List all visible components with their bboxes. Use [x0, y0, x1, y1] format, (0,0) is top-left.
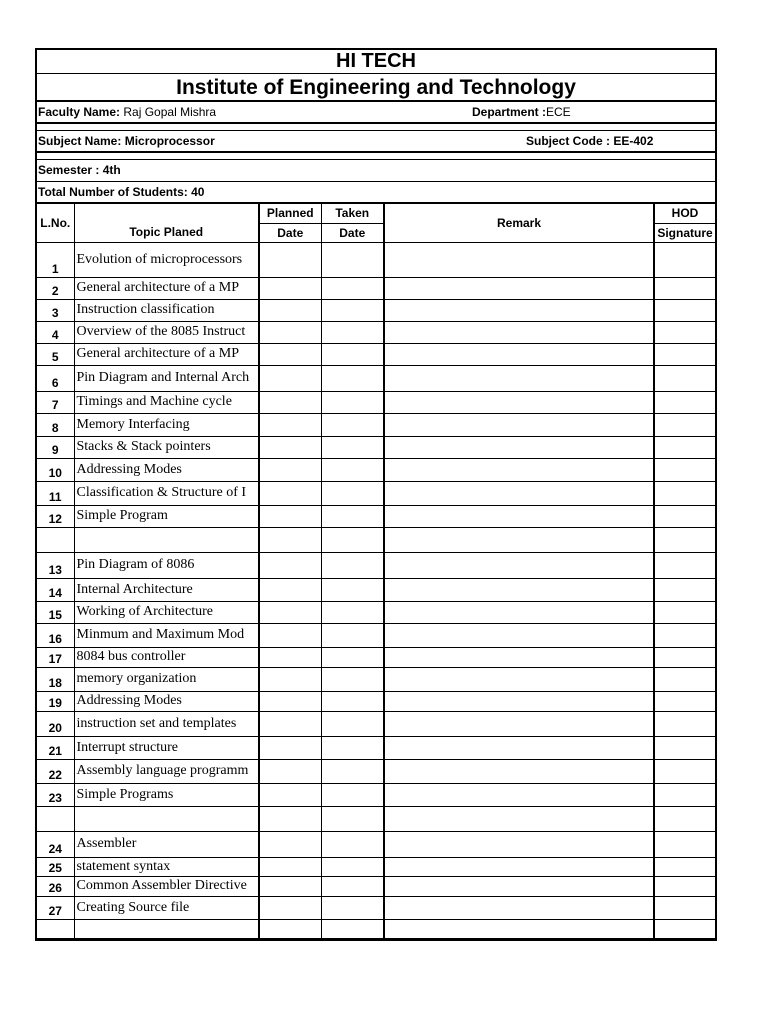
- row-lno: [37, 806, 74, 831]
- row-lno: 4: [37, 321, 74, 343]
- row-hod-signature[interactable]: [654, 601, 715, 623]
- row-lno: 25: [37, 857, 74, 876]
- table-row: [37, 857, 715, 876]
- row-topic: Evolution of microprocessors: [74, 242, 259, 277]
- row-taken-date[interactable]: [321, 343, 384, 365]
- col-taken-date-header: Date: [321, 223, 384, 242]
- row-lno: 22: [37, 759, 74, 783]
- row-remark[interactable]: [384, 857, 654, 876]
- table-row: [37, 919, 715, 938]
- row-planned-date[interactable]: [259, 857, 321, 876]
- row-planned-date[interactable]: [259, 505, 321, 527]
- row-taken-date[interactable]: [321, 876, 384, 896]
- row-topic: Minmum and Maximum Mod: [74, 623, 259, 647]
- row-lno: 19: [37, 691, 74, 711]
- row-remark[interactable]: [384, 413, 654, 436]
- row-hod-signature[interactable]: [654, 667, 715, 691]
- row-remark[interactable]: [384, 806, 654, 831]
- row-taken-date[interactable]: [321, 481, 384, 505]
- org-title: HI TECH: [37, 50, 715, 74]
- row-taken-date[interactable]: [321, 242, 384, 277]
- row-lno: 16: [37, 623, 74, 647]
- row-remark[interactable]: [384, 601, 654, 623]
- row-taken-date[interactable]: [321, 896, 384, 919]
- row-remark[interactable]: [384, 783, 654, 806]
- row-lno: 2: [37, 277, 74, 299]
- table-row: [37, 343, 715, 365]
- row-topic: Stacks & Stack pointers: [74, 436, 259, 458]
- table-row: [37, 736, 715, 759]
- row-planned-date[interactable]: [259, 242, 321, 277]
- row-taken-date[interactable]: [321, 783, 384, 806]
- row-taken-date[interactable]: [321, 505, 384, 527]
- row-planned-date[interactable]: [259, 711, 321, 736]
- row-topic: Timings and Machine cycle: [74, 391, 259, 413]
- table-row: [37, 806, 715, 831]
- row-hod-signature[interactable]: [654, 831, 715, 857]
- row-planned-date[interactable]: [259, 896, 321, 919]
- table-row: [37, 783, 715, 806]
- row-topic: General architecture of a MP: [74, 277, 259, 299]
- table-row: [37, 623, 715, 647]
- row-taken-date[interactable]: [321, 806, 384, 831]
- row-hod-signature[interactable]: [654, 857, 715, 876]
- table-row: [37, 391, 715, 413]
- table-row: [37, 481, 715, 505]
- table-row: [37, 321, 715, 343]
- row-topic: Addressing Modes: [74, 691, 259, 711]
- row-planned-date[interactable]: [259, 391, 321, 413]
- col-topic-header: Topic Planed: [74, 204, 259, 242]
- row-planned-date[interactable]: [259, 919, 321, 938]
- row-remark[interactable]: [384, 623, 654, 647]
- row-planned-date[interactable]: [259, 876, 321, 896]
- row-remark[interactable]: [384, 299, 654, 321]
- row-taken-date[interactable]: [321, 413, 384, 436]
- students-row: [37, 182, 715, 204]
- row-hod-signature[interactable]: [654, 365, 715, 391]
- row-lno: [37, 919, 74, 938]
- row-remark[interactable]: [384, 365, 654, 391]
- row-topic: Instruction classification: [74, 299, 259, 321]
- row-remark[interactable]: [384, 831, 654, 857]
- row-remark[interactable]: [384, 436, 654, 458]
- table-row: [37, 299, 715, 321]
- row-remark[interactable]: [384, 527, 654, 552]
- table-row: [37, 667, 715, 691]
- table-header-row: [37, 204, 715, 223]
- row-planned-date[interactable]: [259, 277, 321, 299]
- table-row: [37, 527, 715, 552]
- row-lno: 23: [37, 783, 74, 806]
- spacer-row: [37, 124, 715, 131]
- col-planned-header: Planned: [259, 204, 321, 223]
- semester-label: Semester :: [38, 163, 100, 177]
- faculty-row: [37, 102, 715, 124]
- row-taken-date[interactable]: [321, 601, 384, 623]
- subject-label: Subject Name:: [38, 134, 122, 148]
- table-row: [37, 691, 715, 711]
- row-hod-signature[interactable]: [654, 277, 715, 299]
- row-remark[interactable]: [384, 711, 654, 736]
- row-planned-date[interactable]: [259, 759, 321, 783]
- row-planned-date[interactable]: [259, 413, 321, 436]
- row-topic: Internal Architecture: [74, 578, 259, 601]
- row-remark[interactable]: [384, 667, 654, 691]
- row-taken-date[interactable]: [321, 919, 384, 938]
- row-lno: 11: [37, 481, 74, 505]
- row-taken-date[interactable]: [321, 578, 384, 601]
- row-remark[interactable]: [384, 343, 654, 365]
- table-row: [37, 552, 715, 578]
- row-topic: Simple Programs: [74, 783, 259, 806]
- row-hod-signature[interactable]: [654, 711, 715, 736]
- row-taken-date[interactable]: [321, 299, 384, 321]
- row-lno: 5: [37, 343, 74, 365]
- row-topic: Interrupt structure: [74, 736, 259, 759]
- row-planned-date[interactable]: [259, 527, 321, 552]
- table-row: [37, 578, 715, 601]
- row-taken-date[interactable]: [321, 667, 384, 691]
- row-planned-date[interactable]: [259, 321, 321, 343]
- row-topic: Pin Diagram and Internal Arch: [74, 365, 259, 391]
- row-remark[interactable]: [384, 481, 654, 505]
- subject-code-value: EE-402: [613, 134, 654, 148]
- row-topic: Common Assembler Directive: [74, 876, 259, 896]
- row-lno: 21: [37, 736, 74, 759]
- row-taken-date[interactable]: [321, 691, 384, 711]
- row-topic: Assembly language programm: [74, 759, 259, 783]
- row-taken-date[interactable]: [321, 552, 384, 578]
- col-taken-header: Taken: [321, 204, 384, 223]
- row-planned-date[interactable]: [259, 736, 321, 759]
- row-remark[interactable]: [384, 876, 654, 896]
- row-hod-signature[interactable]: [654, 691, 715, 711]
- row-hod-signature[interactable]: [654, 806, 715, 831]
- row-hod-signature[interactable]: [654, 736, 715, 759]
- row-taken-date[interactable]: [321, 623, 384, 647]
- subject-value: Microprocessor: [124, 134, 215, 148]
- row-topic: [74, 806, 259, 831]
- row-planned-date[interactable]: [259, 691, 321, 711]
- table-row: [37, 436, 715, 458]
- row-remark[interactable]: [384, 647, 654, 667]
- row-lno: 7: [37, 391, 74, 413]
- row-topic: memory organization: [74, 667, 259, 691]
- row-remark[interactable]: [384, 277, 654, 299]
- row-taken-date[interactable]: [321, 365, 384, 391]
- row-remark[interactable]: [384, 919, 654, 938]
- row-planned-date[interactable]: [259, 365, 321, 391]
- row-hod-signature[interactable]: [654, 481, 715, 505]
- row-lno: 13: [37, 552, 74, 578]
- row-planned-date[interactable]: [259, 343, 321, 365]
- row-lno: 26: [37, 876, 74, 896]
- row-taken-date[interactable]: [321, 277, 384, 299]
- row-remark[interactable]: [384, 321, 654, 343]
- row-remark[interactable]: [384, 552, 654, 578]
- row-taken-date[interactable]: [321, 857, 384, 876]
- row-taken-date[interactable]: [321, 321, 384, 343]
- table-row: [37, 831, 715, 857]
- lesson-table: [37, 204, 715, 939]
- row-topic: Memory Interfacing: [74, 413, 259, 436]
- department-field: [472, 102, 571, 123]
- row-remark[interactable]: [384, 242, 654, 277]
- row-taken-date[interactable]: [321, 831, 384, 857]
- row-planned-date[interactable]: [259, 601, 321, 623]
- row-hod-signature[interactable]: [654, 783, 715, 806]
- table-row: [37, 505, 715, 527]
- row-hod-signature[interactable]: [654, 647, 715, 667]
- row-remark[interactable]: [384, 505, 654, 527]
- row-lno: 12: [37, 505, 74, 527]
- row-hod-signature[interactable]: [654, 299, 715, 321]
- row-planned-date[interactable]: [259, 458, 321, 481]
- row-taken-date[interactable]: [321, 759, 384, 783]
- row-hod-signature[interactable]: [654, 759, 715, 783]
- semester-row: [37, 160, 715, 182]
- row-hod-signature[interactable]: [654, 505, 715, 527]
- students-label: Total Number of Students:: [38, 185, 188, 199]
- row-planned-date[interactable]: [259, 623, 321, 647]
- row-planned-date[interactable]: [259, 806, 321, 831]
- row-remark[interactable]: [384, 759, 654, 783]
- row-lno: 17: [37, 647, 74, 667]
- table-row: [37, 601, 715, 623]
- table-row: [37, 458, 715, 481]
- row-lno: 10: [37, 458, 74, 481]
- table-row: [37, 242, 715, 277]
- row-topic: Simple Program: [74, 505, 259, 527]
- row-lno: 1: [37, 242, 74, 277]
- row-lno: 15: [37, 601, 74, 623]
- lesson-plan-sheet: [35, 48, 717, 941]
- row-hod-signature[interactable]: [654, 896, 715, 919]
- row-planned-date[interactable]: [259, 667, 321, 691]
- table-row: [37, 365, 715, 391]
- row-remark[interactable]: [384, 736, 654, 759]
- row-hod-signature[interactable]: [654, 527, 715, 552]
- row-topic: General architecture of a MP: [74, 343, 259, 365]
- row-lno: [37, 527, 74, 552]
- row-hod-signature[interactable]: [654, 919, 715, 938]
- row-topic: [74, 527, 259, 552]
- row-taken-date[interactable]: [321, 436, 384, 458]
- faculty-value: Raj Gopal Mishra: [123, 105, 217, 119]
- department-label: Department :: [472, 105, 547, 119]
- row-hod-signature[interactable]: [654, 391, 715, 413]
- spacer-row: [37, 153, 715, 160]
- row-taken-date[interactable]: [321, 458, 384, 481]
- row-planned-date[interactable]: [259, 647, 321, 667]
- row-taken-date[interactable]: [321, 527, 384, 552]
- row-lno: 14: [37, 578, 74, 601]
- row-hod-signature[interactable]: [654, 458, 715, 481]
- col-hod-signature-header: Signature: [654, 223, 715, 242]
- col-hod-header: HOD: [654, 204, 715, 223]
- row-lno: 8: [37, 413, 74, 436]
- row-lno: 24: [37, 831, 74, 857]
- faculty-label: Faculty Name:: [38, 105, 121, 119]
- col-remark-header: Remark: [384, 204, 654, 242]
- row-planned-date[interactable]: [259, 831, 321, 857]
- row-lno: 27: [37, 896, 74, 919]
- row-topic: statement syntax: [74, 857, 259, 876]
- row-lno: 3: [37, 299, 74, 321]
- row-planned-date[interactable]: [259, 436, 321, 458]
- row-hod-signature[interactable]: [654, 578, 715, 601]
- row-topic: Classification & Structure of I: [74, 481, 259, 505]
- row-topic: Creating Source file: [74, 896, 259, 919]
- institute-title: Institute of Engineering and Technology: [37, 74, 715, 102]
- row-lno: 6: [37, 365, 74, 391]
- row-topic: instruction set and templates: [74, 711, 259, 736]
- table-row: [37, 647, 715, 667]
- table-row: [37, 896, 715, 919]
- row-hod-signature[interactable]: [654, 876, 715, 896]
- row-lno: 18: [37, 667, 74, 691]
- row-planned-date[interactable]: [259, 783, 321, 806]
- row-taken-date[interactable]: [321, 711, 384, 736]
- row-remark[interactable]: [384, 896, 654, 919]
- col-lno-header: L.No.: [37, 204, 74, 242]
- row-hod-signature[interactable]: [654, 321, 715, 343]
- row-hod-signature[interactable]: [654, 242, 715, 277]
- row-remark[interactable]: [384, 691, 654, 711]
- row-hod-signature[interactable]: [654, 436, 715, 458]
- row-topic: 8084 bus controller: [74, 647, 259, 667]
- row-remark[interactable]: [384, 458, 654, 481]
- row-planned-date[interactable]: [259, 578, 321, 601]
- subject-code-field: [526, 131, 653, 152]
- row-hod-signature[interactable]: [654, 413, 715, 436]
- subject-row: [37, 131, 715, 153]
- semester-value: 4th: [102, 163, 121, 177]
- table-row: [37, 413, 715, 436]
- row-topic: Pin Diagram of 8086: [74, 552, 259, 578]
- row-lno: 9: [37, 436, 74, 458]
- students-value: 40: [191, 185, 205, 199]
- row-hod-signature[interactable]: [654, 623, 715, 647]
- col-planned-date-header: Date: [259, 223, 321, 242]
- table-row: [37, 876, 715, 896]
- row-topic: Overview of the 8085 Instruct: [74, 321, 259, 343]
- row-lno: 20: [37, 711, 74, 736]
- row-taken-date[interactable]: [321, 736, 384, 759]
- table-row: [37, 277, 715, 299]
- row-taken-date[interactable]: [321, 647, 384, 667]
- row-remark[interactable]: [384, 578, 654, 601]
- subject-code-label: Subject Code :: [526, 134, 611, 148]
- row-hod-signature[interactable]: [654, 343, 715, 365]
- row-planned-date[interactable]: [259, 299, 321, 321]
- row-topic: Working of Architecture: [74, 601, 259, 623]
- row-hod-signature[interactable]: [654, 552, 715, 578]
- row-topic: Addressing Modes: [74, 458, 259, 481]
- row-planned-date[interactable]: [259, 552, 321, 578]
- row-taken-date[interactable]: [321, 391, 384, 413]
- row-remark[interactable]: [384, 391, 654, 413]
- table-row: [37, 711, 715, 736]
- department-value: ECE: [546, 105, 571, 119]
- row-topic: [74, 919, 259, 938]
- row-topic: Assembler: [74, 831, 259, 857]
- row-planned-date[interactable]: [259, 481, 321, 505]
- table-row: [37, 759, 715, 783]
